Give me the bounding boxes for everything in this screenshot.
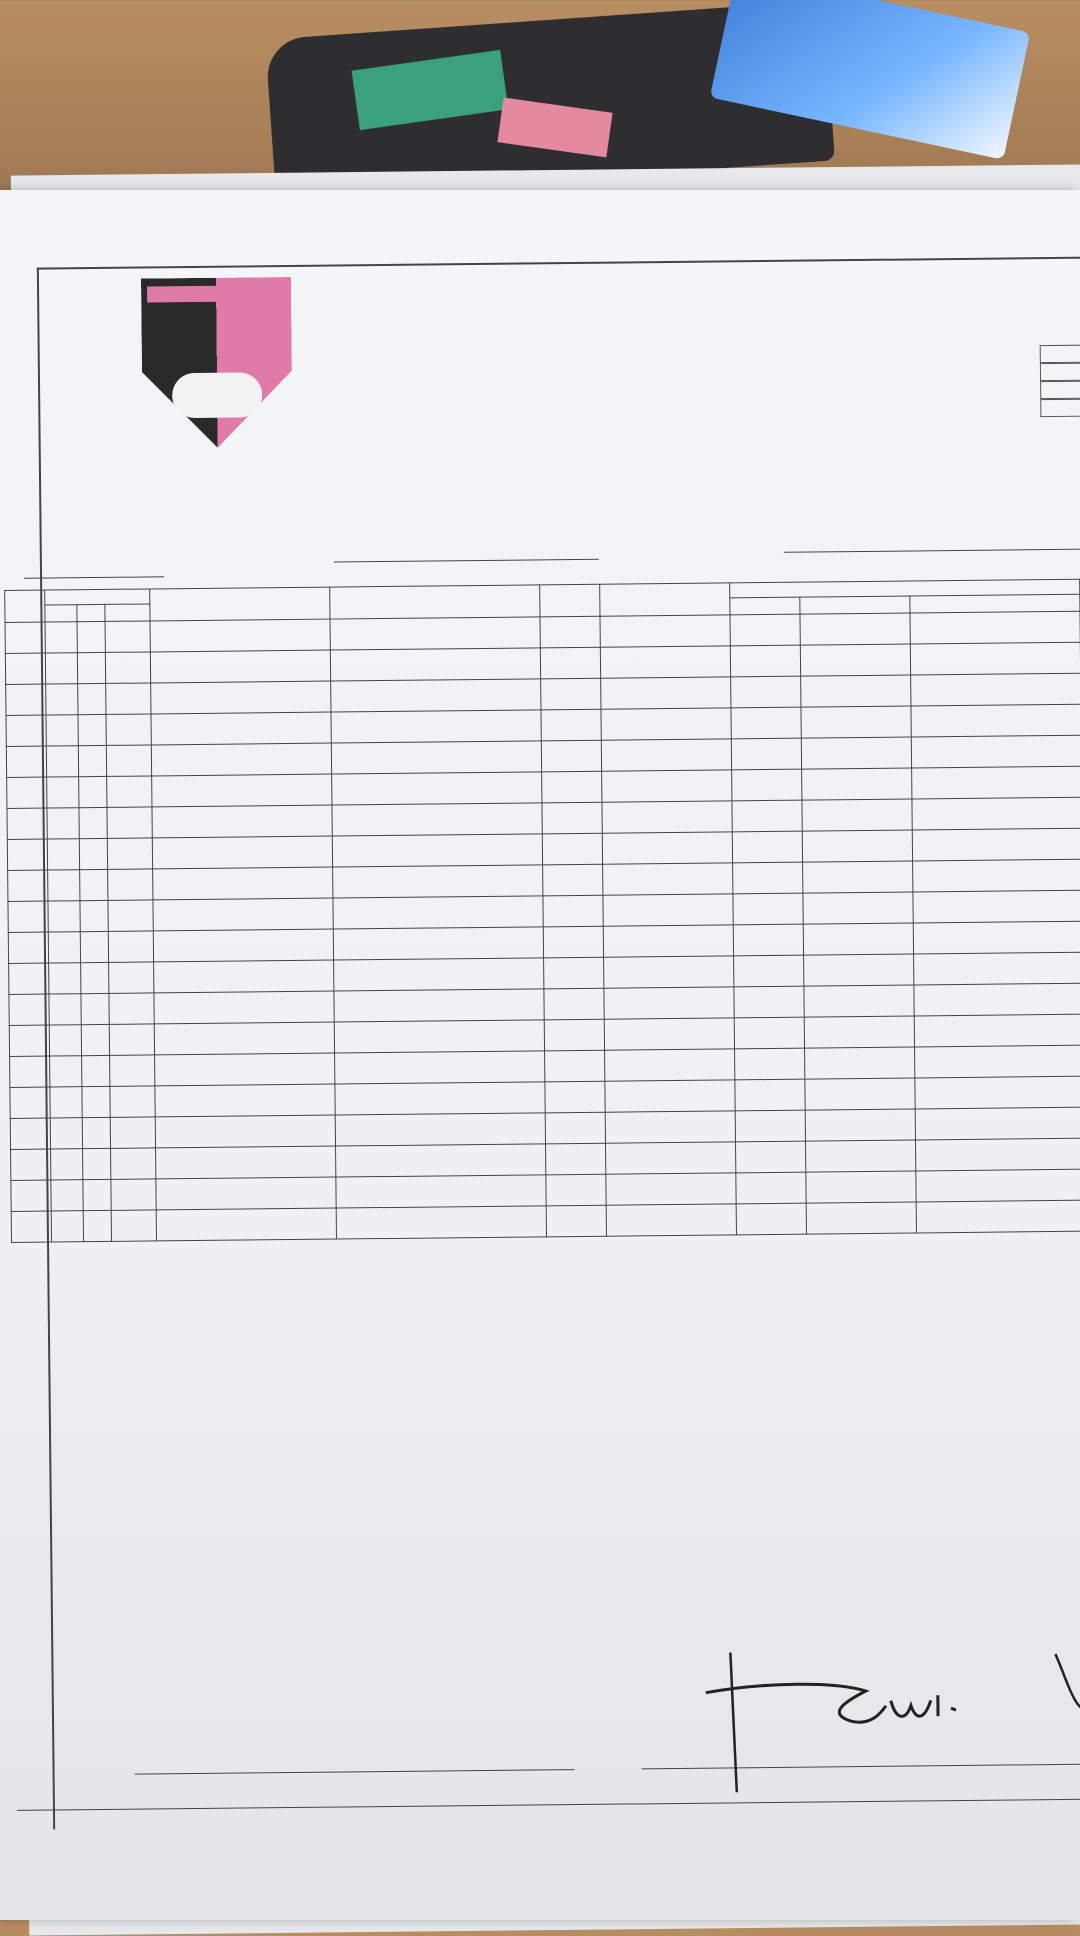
player-surname	[150, 619, 330, 652]
document-issuer	[916, 1200, 1080, 1233]
player-surname	[153, 929, 333, 962]
copy-checkbox[interactable]	[1040, 345, 1080, 363]
document-type	[731, 676, 801, 708]
birth-year	[110, 1117, 155, 1148]
birth-month	[81, 1024, 109, 1055]
birth-month	[83, 1148, 111, 1179]
header-g	[45, 605, 77, 622]
document-issuer	[912, 828, 1080, 861]
birth-month	[78, 714, 106, 745]
player-surname	[150, 650, 330, 683]
document-number	[803, 861, 913, 893]
player-name	[333, 865, 543, 898]
document-type	[732, 831, 802, 863]
player-number	[7, 808, 47, 839]
player-matricola	[602, 770, 732, 802]
document-issuer	[913, 890, 1080, 923]
birth-month	[79, 838, 107, 869]
document-issuer	[912, 766, 1080, 799]
document-issuer	[911, 673, 1080, 706]
birth-year	[106, 714, 151, 745]
birth-day	[49, 963, 81, 994]
header-n-ruolo	[5, 590, 45, 622]
captain-mark	[541, 709, 601, 741]
player-name	[336, 1206, 546, 1239]
player-name	[334, 989, 544, 1022]
player-name	[331, 679, 541, 712]
document-issuer	[914, 1014, 1080, 1047]
player-number	[8, 932, 48, 963]
birth-day	[50, 1087, 82, 1118]
document-issuer	[915, 1045, 1080, 1078]
player-name	[331, 741, 541, 774]
captain-mark	[542, 833, 602, 865]
player-matricola	[605, 1080, 735, 1112]
player-surname	[156, 1208, 336, 1241]
captain-mark	[545, 1050, 605, 1082]
document-type	[730, 614, 800, 646]
birth-day	[51, 1180, 83, 1211]
birth-month	[79, 807, 107, 838]
birth-day	[46, 684, 78, 715]
players-table	[4, 579, 1080, 1243]
player-matricola	[601, 739, 731, 771]
player-number	[10, 1087, 50, 1118]
birth-year	[108, 869, 153, 900]
document-number	[803, 892, 913, 924]
document-issuer	[912, 797, 1080, 830]
player-matricola	[604, 956, 734, 988]
player-surname	[156, 1146, 336, 1179]
player-name	[330, 648, 540, 681]
document-issuer	[911, 735, 1080, 768]
document-number	[805, 1109, 915, 1141]
player-number	[6, 715, 46, 746]
birth-year	[108, 931, 153, 962]
birth-day	[51, 1211, 83, 1242]
document-number	[801, 706, 911, 738]
birth-day	[48, 901, 80, 932]
player-matricola	[605, 1049, 735, 1081]
document-issuer	[914, 952, 1080, 985]
player-name	[332, 803, 542, 836]
logo-cloud	[172, 372, 262, 418]
birth-year	[110, 1055, 155, 1086]
birth-day	[50, 1056, 82, 1087]
player-name	[336, 1175, 546, 1208]
player-matricola	[600, 615, 730, 647]
header-tipo	[730, 597, 800, 615]
team-sheet-paper	[0, 190, 1080, 1920]
player-name	[335, 1051, 545, 1084]
player-matricola	[602, 832, 732, 864]
document-type	[730, 645, 800, 677]
copy-row	[832, 399, 1080, 420]
document-type	[736, 1172, 806, 1204]
document-number	[806, 1171, 916, 1203]
document-number	[800, 644, 910, 676]
player-name	[334, 958, 544, 991]
header-cap-vice	[540, 584, 600, 617]
captain-mark	[544, 988, 604, 1020]
document-type	[735, 1110, 805, 1142]
header-cognome	[150, 587, 330, 621]
player-matricola	[605, 1111, 735, 1143]
captain-mark	[543, 864, 603, 896]
birth-year	[107, 776, 152, 807]
birth-year	[105, 652, 150, 683]
birth-year	[111, 1179, 156, 1210]
player-name	[335, 1082, 545, 1115]
document-type	[735, 1048, 805, 1080]
player-surname	[155, 1115, 335, 1148]
player-surname	[151, 681, 331, 714]
player-number	[6, 746, 46, 777]
player-name	[330, 617, 540, 650]
birth-day	[45, 653, 77, 684]
captain-mark	[544, 1019, 604, 1051]
player-surname	[154, 991, 334, 1024]
birth-day	[51, 1149, 83, 1180]
player-matricola	[604, 1018, 734, 1050]
document-number	[806, 1140, 916, 1172]
header-nome	[330, 585, 540, 619]
birth-month	[80, 869, 108, 900]
player-matricola	[606, 1142, 736, 1174]
header-m	[77, 604, 105, 621]
birth-month	[80, 931, 108, 962]
document-type	[731, 738, 801, 770]
birth-year	[105, 621, 150, 652]
document-type	[736, 1203, 806, 1235]
captain-mark	[545, 1112, 605, 1144]
birth-year	[109, 1024, 154, 1055]
player-matricola	[600, 646, 730, 678]
player-number	[11, 1180, 51, 1211]
birth-year	[106, 683, 151, 714]
birth-day	[45, 622, 77, 653]
document-number	[800, 613, 910, 645]
document-issuer	[913, 921, 1080, 954]
player-surname	[152, 774, 332, 807]
document-number	[804, 1016, 914, 1048]
captain-mark	[544, 957, 604, 989]
header-numero	[800, 596, 910, 614]
captain-mark	[545, 1081, 605, 1113]
birth-day	[46, 715, 78, 746]
player-number	[9, 963, 49, 994]
birth-month	[83, 1210, 111, 1241]
birth-day	[48, 932, 80, 963]
player-surname	[152, 836, 332, 869]
player-surname	[154, 1022, 334, 1055]
document-number	[802, 830, 912, 862]
captain-mark	[540, 616, 600, 648]
player-matricola	[601, 677, 731, 709]
player-surname	[154, 960, 334, 993]
captain-mark	[543, 926, 603, 958]
birth-year	[109, 993, 154, 1024]
captain-mark	[542, 802, 602, 834]
player-name	[335, 1113, 545, 1146]
document-issuer	[915, 1107, 1080, 1140]
header-matricola	[600, 583, 730, 616]
document-issuer	[915, 1076, 1080, 1109]
player-name	[331, 710, 541, 743]
birth-day	[49, 994, 81, 1025]
captain-mark	[542, 771, 602, 803]
player-number	[11, 1149, 51, 1180]
captain-mark	[546, 1205, 606, 1237]
birth-day	[47, 808, 79, 839]
player-name	[332, 772, 542, 805]
birth-day	[46, 746, 78, 777]
document-issuer	[910, 611, 1080, 644]
player-number	[7, 777, 47, 808]
birth-month	[80, 900, 108, 931]
birth-year	[110, 1086, 155, 1117]
birth-day	[48, 870, 80, 901]
document-number	[806, 1202, 916, 1234]
captain-mark	[541, 740, 601, 772]
player-number	[9, 1025, 49, 1056]
document-type	[734, 955, 804, 987]
birth-month	[82, 1055, 110, 1086]
captain-mark	[543, 895, 603, 927]
team-sheet	[0, 179, 1080, 1920]
document-type	[733, 924, 803, 956]
logo-top-band	[147, 285, 285, 302]
document-number	[803, 923, 913, 955]
player-number	[7, 839, 47, 870]
player-surname	[151, 743, 331, 776]
player-matricola	[602, 801, 732, 833]
player-surname	[155, 1053, 335, 1086]
document-type	[731, 707, 801, 739]
player-surname	[152, 805, 332, 838]
birth-month	[77, 652, 105, 683]
birth-month	[82, 1086, 110, 1117]
club-logo	[141, 277, 293, 449]
player-number	[6, 684, 46, 715]
document-number	[804, 985, 914, 1017]
birth-year	[111, 1148, 156, 1179]
document-type	[736, 1141, 806, 1173]
document-type	[732, 800, 802, 832]
player-number	[8, 870, 48, 901]
document-type	[735, 1079, 805, 1111]
player-number	[8, 901, 48, 932]
document-issuer	[914, 983, 1080, 1016]
player-number	[11, 1211, 51, 1242]
document-type	[733, 893, 803, 925]
captain-mark	[540, 647, 600, 679]
player-matricola	[603, 894, 733, 926]
document-issuer	[916, 1138, 1080, 1171]
player-number	[5, 622, 45, 653]
player-matricola	[603, 863, 733, 895]
birth-day	[50, 1118, 82, 1149]
player-name	[336, 1144, 546, 1177]
document-type	[733, 862, 803, 894]
birth-day	[49, 1025, 81, 1056]
birth-month	[81, 993, 109, 1024]
handwritten-signature	[675, 1649, 1080, 1793]
document-issuer	[916, 1169, 1080, 1202]
birth-day	[47, 777, 79, 808]
player-surname	[156, 1177, 336, 1210]
document-type	[732, 769, 802, 801]
player-number	[9, 994, 49, 1025]
player-matricola	[606, 1204, 736, 1236]
copy-checkbox[interactable]	[1040, 363, 1080, 381]
captain-mark	[546, 1143, 606, 1175]
player-matricola	[601, 708, 731, 740]
header-rilasciato	[910, 594, 1080, 613]
birth-month	[82, 1117, 110, 1148]
player-surname	[153, 898, 333, 931]
birth-month	[81, 962, 109, 993]
birth-month	[78, 745, 106, 776]
player-number	[5, 653, 45, 684]
captain-mark	[546, 1174, 606, 1206]
birth-year	[108, 900, 153, 931]
copies-box	[832, 345, 1080, 420]
document-number	[805, 1047, 915, 1079]
birth-month	[83, 1179, 111, 1210]
captain-mark	[541, 678, 601, 710]
birth-year	[107, 807, 152, 838]
document-number	[801, 675, 911, 707]
birth-year	[109, 962, 154, 993]
document-issuer	[913, 859, 1080, 892]
document-issuer	[911, 704, 1080, 737]
header-a	[105, 604, 150, 621]
birth-year	[111, 1210, 156, 1241]
player-rows	[5, 611, 1080, 1242]
copy-checkbox[interactable]	[1040, 381, 1080, 399]
document-type	[734, 986, 804, 1018]
copy-checkbox[interactable]	[1040, 399, 1080, 417]
player-name	[334, 1020, 544, 1053]
player-matricola	[606, 1173, 736, 1205]
player-matricola	[604, 987, 734, 1019]
birth-month	[77, 621, 105, 652]
birth-year	[107, 838, 152, 869]
player-number	[10, 1118, 50, 1149]
player-surname	[155, 1084, 335, 1117]
document-number	[802, 768, 912, 800]
document-number	[802, 799, 912, 831]
document-number	[801, 737, 911, 769]
logo-shield	[141, 277, 293, 449]
birth-month	[79, 776, 107, 807]
birth-year	[106, 745, 151, 776]
player-name	[333, 927, 543, 960]
header-data-nascita	[45, 589, 150, 605]
player-name	[332, 834, 542, 867]
player-surname	[153, 867, 333, 900]
player-matricola	[603, 925, 733, 957]
player-surname	[151, 712, 331, 745]
birth-day	[47, 839, 79, 870]
document-number	[805, 1078, 915, 1110]
player-number	[10, 1056, 50, 1087]
document-number	[804, 954, 914, 986]
document-issuer	[910, 642, 1080, 675]
player-name	[333, 896, 543, 929]
birth-month	[78, 683, 106, 714]
document-type	[734, 1017, 804, 1049]
